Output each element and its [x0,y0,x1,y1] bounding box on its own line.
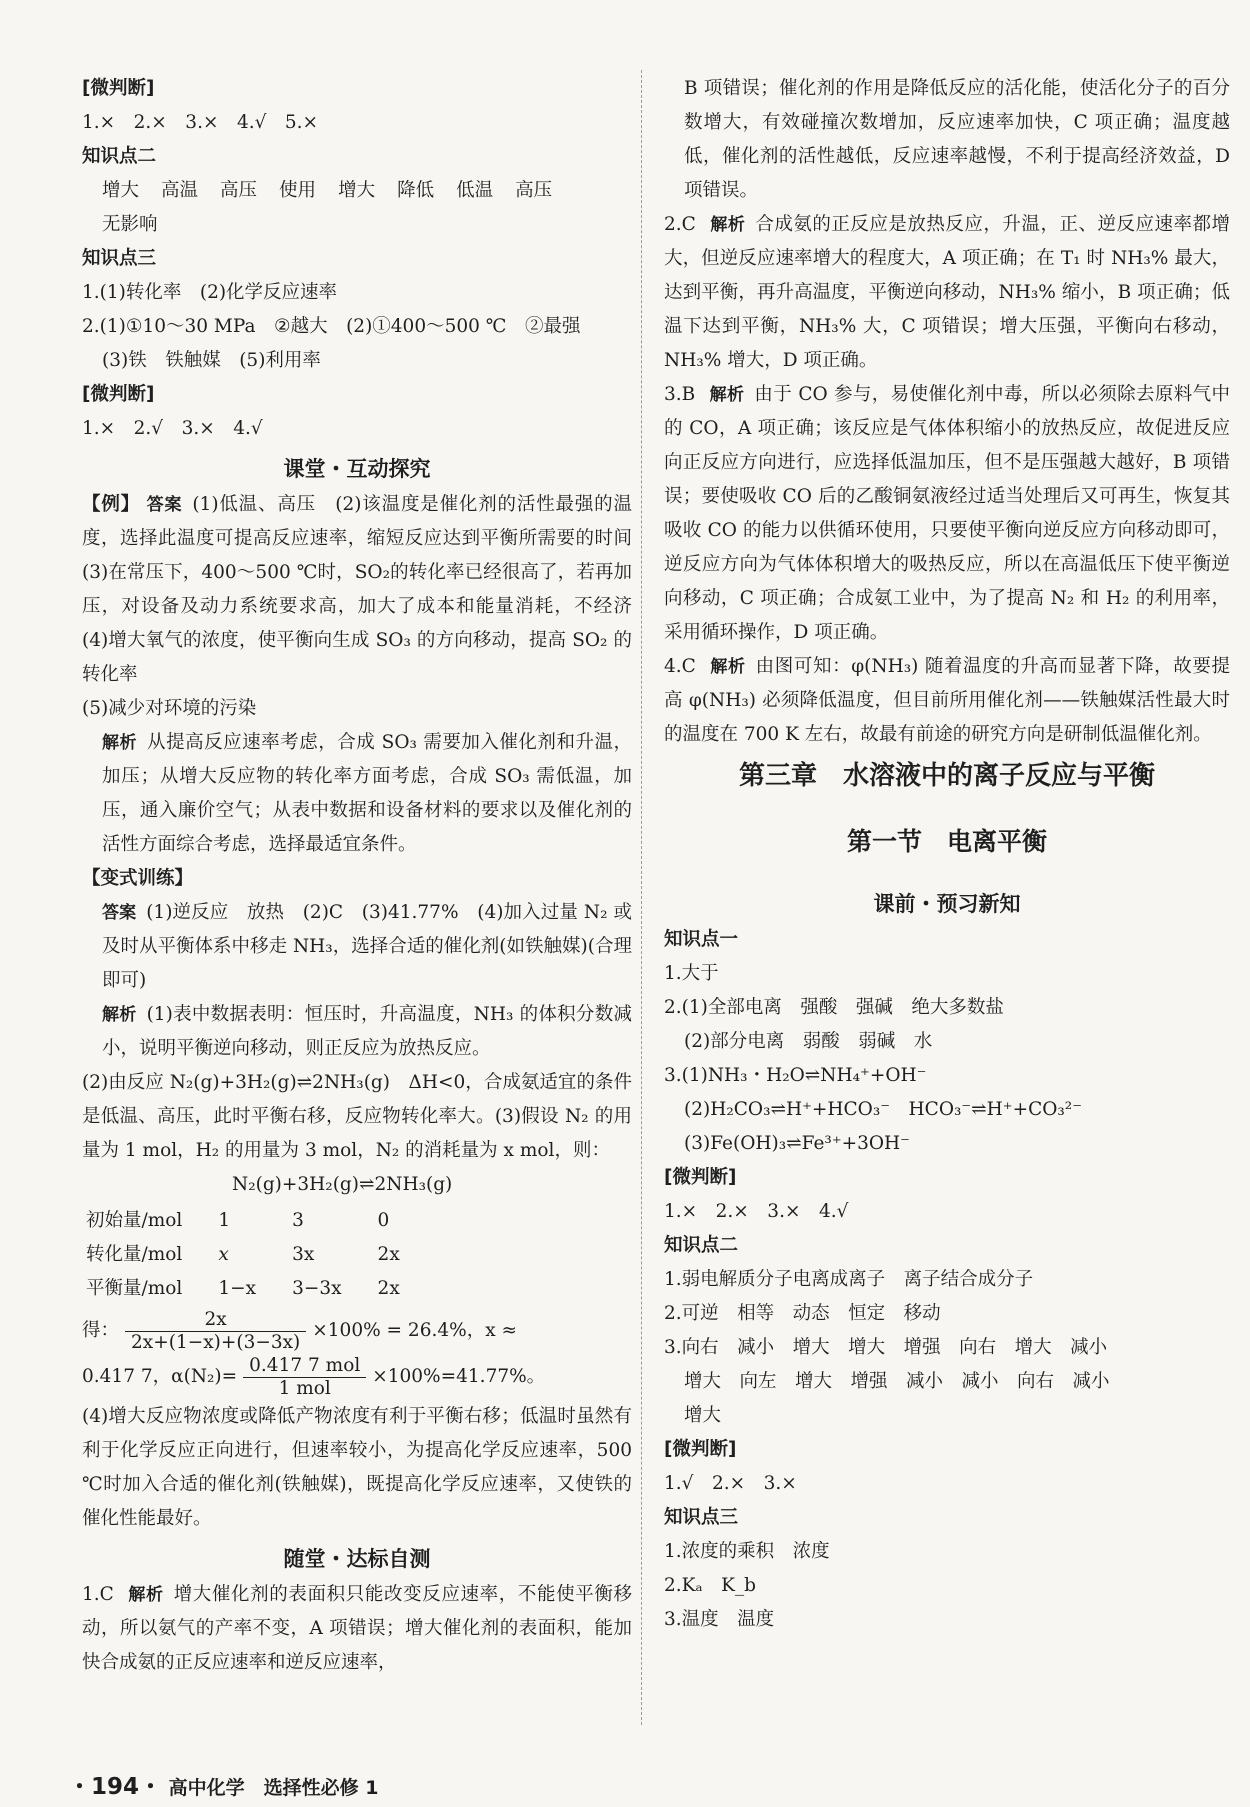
question-3: 3.B 解析 由于 CO 参与，易使催化剂中毒，所以必须除去原料气中的 CO，A 项正确；该反应是气体体积缩小的放热反应，故促进反应向正反应方向进行，应选择低温加压，但不是压强越大越好，B 项错误；要使吸收 CO 后的乙酸铜氨液经过适当处理后又可再生，恢复其吸收 CO 的能力以供循环使用，只要使平衡向逆反应方向移动即可，逆反应方向为气体体积增大的吸热反应，所以在高温低压下使平衡逆向移动，C 项正确；合成氨工业中，为了提高 N₂ 和 H₂ 的利用率，采用循环操作，D 项正确。 [664,384,1231,643]
kp3-line-1-right: 1.浓度的乘积 浓度 [664,1541,830,1562]
example-answer-5: (5)减少对环境的污染 [82,698,257,719]
answer-label: 答案 [146,495,183,515]
kp1-line-6: (3)Fe(OH)₃⇌Fe³⁺+3OH⁻ [684,1133,910,1154]
kp2-words-2: 无影响 [102,214,158,235]
calc-result-2: 0.417 7，α(N₂)= $\frac{\text{0.417 7 mol}}{\text{1 mol}}$ ×100%=41.77%。 [82,1354,546,1399]
kp1-heading: 知识点一 [664,929,739,950]
calc-row: 初始量/mol 1 3 0 [86,1210,390,1231]
variant-answer: 答案 (1)逆反应 放热 (2)C (3)41.77% (4)加入过量 N₂ 或及时从平衡体系中移走 NH₃，选择合适的催化剂(如铁触媒)(合理即可) [102,902,632,991]
section-title: 第一节 电离平衡 [846,827,1047,856]
chapter-title: 第三章 水溶液中的离子反应与平衡 [738,761,1155,791]
kp1-line-4: 3.(1)NH₃・H₂O⇌NH₄⁺+OH⁻ [664,1065,927,1086]
calc-row: 转化量/mol x 3x 2x [86,1244,400,1265]
wpd1-heading: [微判断] [82,78,155,99]
right-column [664,72,1230,1637]
example-tag: 【例】 [82,494,140,515]
kp2-words: 增大 高温 高压 使用 增大 降低 低温 高压 [102,180,553,201]
kp3-heading: 知识点三 [82,248,157,269]
calc-result-1: 得： $\frac{2x}{2x+(1-x)+(3-3x)}$ ×100% = 26.4%，x ≈ [82,1308,518,1353]
wpd2-heading: [微判断] [82,384,155,405]
kp2-heading-right: 知识点二 [664,1235,739,1256]
left-column [82,72,651,1680]
kp3-line-3: (3)铁 铁触媒 (5)利用率 [102,350,321,371]
variant-analysis-2: (2)由反应 N₂(g)+3H₂(g)⇌2NH₃(g) ΔH<0，合成氨适宜的条件是低温、高压，此时平衡右移，反应物转化率大。(3)假设 N₂ 的用量为 1 mol，H₂ 的用量为 3 mol，N₂ 的消耗量为 x mol，则： [82,1072,632,1161]
fraction-2: $\frac{\text{0.417 7 mol}}{\text{1 mol}}$ [243,1355,366,1400]
question-2: 2.C 解析 合成氨的正反应是放热反应，升温，正、逆反应速率都增大，但逆反应速率增大的程度大，A 项正确；在 T₁ 时 NH₃% 最大，达到平衡，再升高温度，平衡逆向移动，NH₃% 缩小，B 项正确；低温下达到平衡，NH₃% 大，C 项错误；增大压强，平衡向右移动，NH₃% 增大，D 项正确。 [664,214,1230,371]
book-title: 高中化学 选择性必修 1 [168,1777,379,1799]
wpd4-answers: 1.√ 2.× 3.× [664,1473,797,1494]
subsection-title: 课前・预习新知 [873,892,1021,916]
kp2-line-1: 1.弱电解质分子电离成离子 离子结合成分子 [664,1269,1034,1290]
wpd4-heading: [微判断] [664,1439,737,1460]
page-number: ・194・ [68,1774,163,1800]
kp2-line-5: 增大 [684,1405,722,1426]
kp3-line-2-right: 2.Kₐ K_b [664,1575,757,1596]
fraction-1: $\frac{2x}{2x+(1-x)+(3-3x)}$ [125,1309,306,1354]
example-analysis: 解析 从提高反应速率考虑，合成 SO₃ 需要加入催化剂和升温，加压；从增大反应物的转化率方面考虑，合成 SO₃ 需低温，加压，通入廉价空气；从表中数据和设备材料的要求以及催化剂的活性方面综合考虑，选择最适宜条件。 [102,732,632,855]
kp2-line-2: 2.可逆 相等 动态 恒定 移动 [664,1303,941,1324]
kp3-line-3-right: 3.温度 温度 [664,1609,775,1630]
page-footer [68,1770,378,1805]
kp3-line-2: 2.(1)①10～30 MPa ②越大 (2)①400～500 ℃ ②最强 [82,316,581,337]
kp2-heading: 知识点二 [82,146,157,167]
wpd3-answers: 1.× 2.× 3.× 4.√ [664,1201,849,1222]
kp1-line-3: (2)部分电离 弱酸 弱碱 水 [684,1031,933,1052]
wpd2-answers: 1.× 2.√ 3.× 4.√ [82,418,263,439]
analysis-label: 解析 [102,733,138,753]
calc-row: 平衡量/mol 1−x 3−3x 2x [86,1278,400,1299]
kp3-line-1: 1.(1)转化率 (2)化学反应速率 [82,282,338,303]
calc-table [86,1204,436,1306]
calc-equation: N₂(g)+3H₂(g)⇌2NH₃(g) [232,1174,453,1195]
section-ketang: 课堂・互动探究 [283,457,431,481]
wpd3-heading: [微判断] [664,1167,737,1188]
section-suitang: 随堂・达标自测 [283,1547,431,1571]
example-answer: 【例】 答案 (1)低温、高压 (2)该温度是催化剂的活性最强的温度，选择此温度可提高反应速率，缩短反应达到平衡所需要的时间 (3)在常压下，400～500 ℃时，SO₂的转化率已经很高了，若再加压，对设备及动力系统要求高，加大了成本和能量消耗，不经济 (4)增大氧气的浓度，使平衡向生成 SO₃ 的方向移动，提高 SO₂ 的转化率 [82,494,651,685]
question-1-continued: B 项错误；催化剂的作用是降低反应的活化能，使活化分子的百分数增大，有效碰撞次数增加，反应速率加快，C 项正确；温度越低，催化剂的活性越低，反应速率越慢，不利于提高经济效益，D 项错误。 [684,78,1230,201]
variant-tag: 【变式训练】 [82,868,194,889]
question-4: 4.C 解析 由图可知：φ(NH₃) 随着温度的升高而显著下降，故要提高 φ(NH₃) 必须降低温度，但目前所用催化剂——铁触媒活性最大时的温度在 700 K 左右，故最有前途的研究方向是研制低温催化剂。 [664,656,1231,745]
kp2-line-3: 3.向右 减小 增大 增大 增强 向右 增大 减小 [664,1337,1108,1358]
kp2-line-4: 增大 向左 增大 增强 减小 减小 向右 减小 [684,1371,1110,1392]
column-divider [641,70,642,1725]
variant-analysis-1: 解析 (1)表中数据表明：恒压时，升高温度，NH₃ 的体积分数减小，说明平衡逆向移动，则正反应为放热反应。 [102,1004,633,1059]
kp1-line-1: 1.大于 [664,963,719,984]
kp1-line-5: (2)H₂CO₃⇌H⁺+HCO₃⁻ HCO₃⁻⇌H⁺+CO₃²⁻ [684,1099,1082,1120]
wpd1-answers: 1.× 2.× 3.× 4.√ 5.× [82,112,319,133]
kp3-heading-right: 知识点三 [664,1507,739,1528]
question-1: 1.C 解析 增大催化剂的表面积只能改变反应速率，不能使平衡移动，所以氨气的产率不变，A 项错误；增大催化剂的表面积，能加快合成氨的正反应速率和逆反应速率， [82,1584,632,1673]
variant-analysis-4: (4)增大反应物浓度或降低产物浓度有利于平衡右移；低温时虽然有利于化学反应正向进行，但速率较小，为提高化学反应速率，500 ℃时加入合适的催化剂(铁触媒)，既提高化学反应速率，又使铁的催化性能最好。 [82,1406,632,1529]
kp1-line-2: 2.(1)全部电离 强酸 强碱 绝大多数盐 [664,997,1004,1018]
